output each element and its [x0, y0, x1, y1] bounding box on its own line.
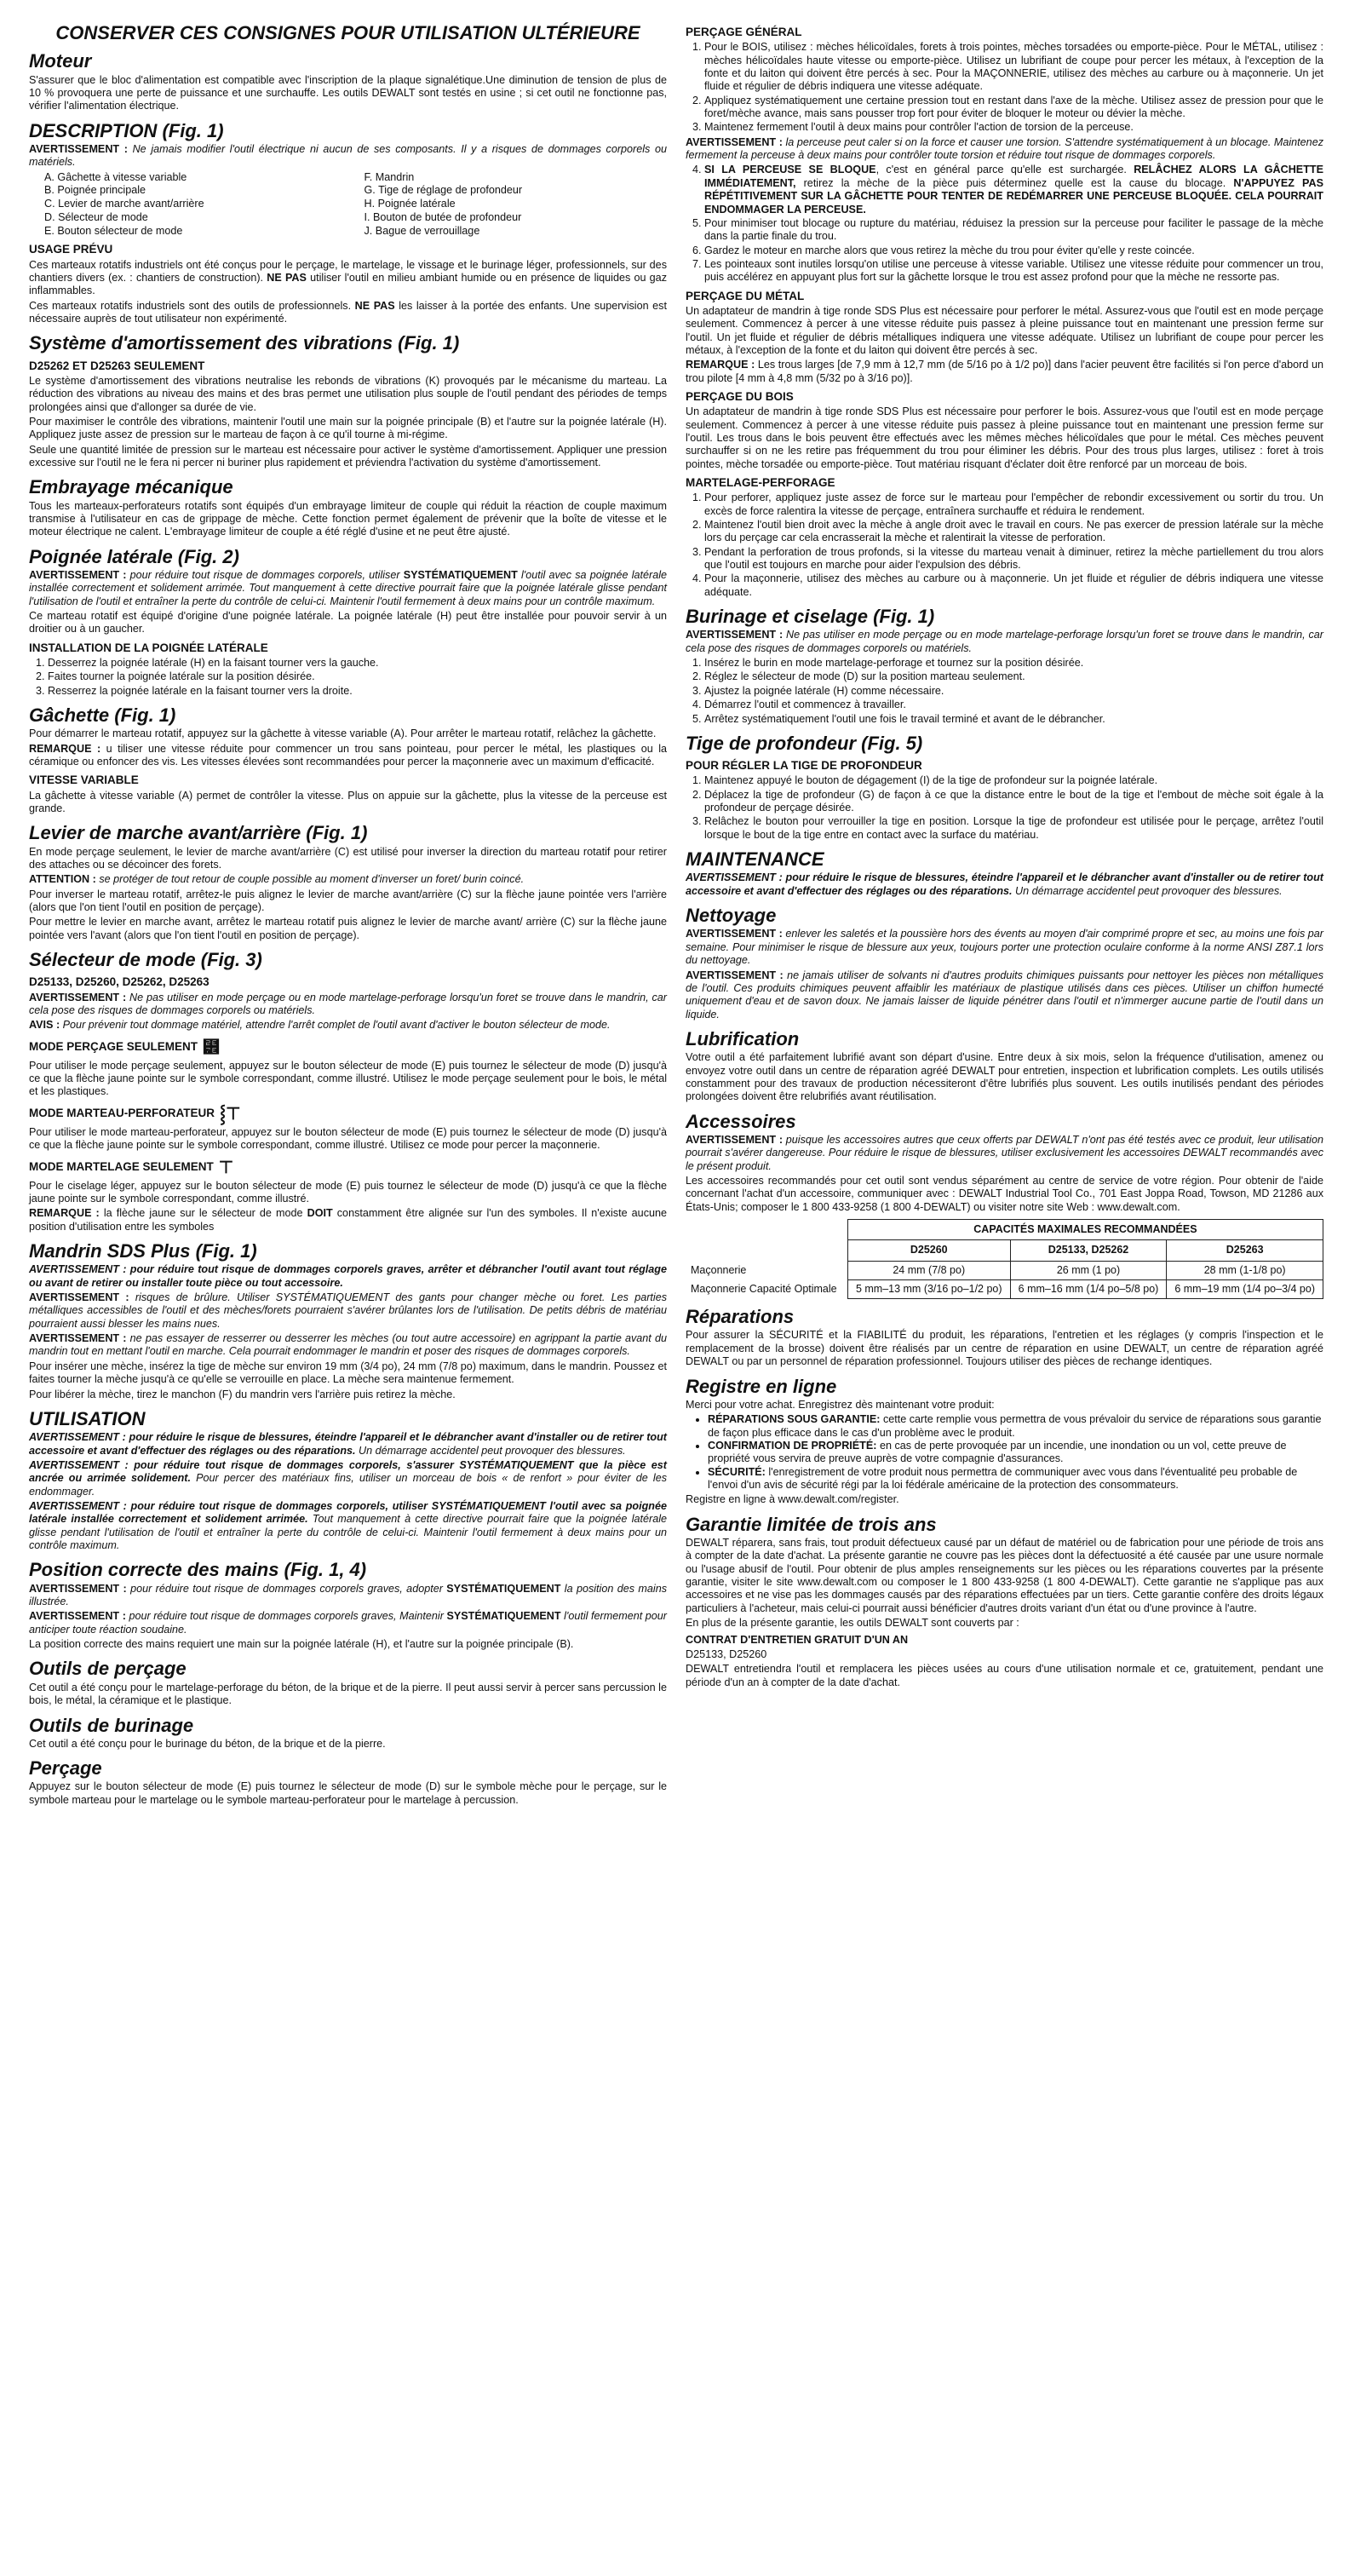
step-item: 3. Maintenez fermement l'outil à deux mains pour contrôler l'action de torsion de la perceuse. [704, 121, 1323, 134]
parts-list [29, 171, 667, 239]
moteur-heading: Moteur [29, 50, 92, 72]
hammer-drill-heading: MODE MARTEAU-PERFORATEUR ⸾⊤ [29, 1104, 241, 1124]
depth-rod-steps [686, 774, 1323, 842]
step-item: 3. Ajustez la poignée latérale (H) comme nécessaire. [704, 685, 1323, 698]
clutch-text: Tous les marteaux-perforateurs rotatifs sont équipés d'un embrayage limiteur de couple qui réduit la réaction de couple maximum transmise à l'utilisateur en cas de grippage de mèche. Cette fonction permet également de prévenir que la boîte de vitesse et le moteur électrique ne calent. L'embrayage limiteur de couple a été réglé d'usine et ne peut être ajusté. [29, 499, 667, 538]
description-heading: DESCRIPTION (Fig. 1) [29, 119, 224, 141]
depth-rod-subheading: POUR RÉGLER LA TIGE DE PROFONDEUR [686, 759, 922, 773]
sds-chuck-heading: Mandrin SDS Plus (Fig. 1) [29, 1239, 257, 1262]
lubrication-heading: Lubrification [686, 1027, 800, 1049]
page-title: CONSERVER CES CONSIGNES POUR UTILISATION ULTÉRIEURE [55, 22, 640, 43]
hammer-drill-icon: ⸾⊤ [220, 1104, 241, 1124]
hand-position-heading: Position correcte des mains (Fig. 1, 4) [29, 1559, 367, 1581]
metal-drilling-text: Un adaptateur de mandrin à tige ronde SDS Plus est nécessaire pour perforer le métal. Assurez-vous que l'outil est en mode perçage seulement. Commencez à percer à une vitesse réduite puis passez à pleine puissance tout en maintenant une pression ferme sur l'outil. Un jet fluide et régulier de débris métalliques indiquera une vitesse adéquate. Utilisez un lubrifiant de coupe pour percer les métaux, à l'exception de la fonte et du laiton qui doivent être percés à sec. [686, 304, 1323, 356]
drill-bit-icon: ⹾ [203, 1038, 221, 1057]
step-item: 1. Pour perforer, appliquez juste assez de force sur le marteau pour l'empêcher de rebondir excessivement ou sortir du trou. Un excès de force ralentira la vitesse de perçage, entraînera surchauffe et réduira le rendement. [704, 492, 1323, 518]
service-contract-text: DEWALT entretiendra l'outil et remplacera les pièces usées au cours d'une utilisation normale et ce, gratuitement, pendant une période d'un an à compter de la date d'achat. [686, 1663, 1323, 1688]
sds-text-1: Pour insérer une mèche, insérez la tige de mèche sur environ 19 mm (3/4 po), 24 mm (7/8 po) maximum, dans le mandrin. Poussez et faites tourner la mèche jusqu'à ce qu'elle se verrouille en place. La mèche sera maintenue fermement. [29, 1360, 667, 1386]
step-item: 3. Relâchez le bouton pour verrouiller la tige en position. Lorsque la tige de profondeur est utilisée pour le perçage, arrêtez l'outil lorsque le bout de la tige entre en contact avec la surface du matériau. [704, 815, 1323, 842]
reverse-lever-caution: ATTENTION : se protéger de tout retour de couple possible au moment d'inverser un foret/ burin coincé. [29, 873, 525, 886]
step-item: 1. Insérez le burin en mode martelage-perforage et tournez sur la position désirée. [704, 657, 1323, 670]
hammer-only-text: Pour le ciselage léger, appuyez sur le bouton sélecteur de mode (E) puis tournez le sélecteur de mode (D) jusqu'à ce que la flèche jaune pointe sur le symbole correspondant, comme illustré. [29, 1179, 667, 1205]
hammer-drilling-heading: MARTELAGE-PERFORAGE [686, 475, 835, 489]
chiseling-tools-heading: Outils de burinage [29, 1714, 194, 1736]
drilling-text: Appuyez sur le bouton sélecteur de mode (E) puis tournez le sélecteur de mode (D) sur le symbole mèche pour le perçage, sur le symbole marteau pour le martelage ou le symbole marteau-perforateur pour le martelage à percussion. [29, 1780, 667, 1806]
online-registration-text: Merci pour votre achat. Enregistrez dès maintenant votre produit: [686, 1398, 995, 1411]
accessories-heading: Accessoires [686, 1110, 796, 1132]
table-cell: 5 mm–13 mm (3/16 po–1/2 po) [847, 1279, 1010, 1298]
table-header-row [686, 1240, 1323, 1261]
step-item: 2. Réglez le sélecteur de mode (D) sur la position marteau seulement. [704, 670, 1323, 683]
reverse-lever-text-1: En mode perçage seulement, le levier de marche avant/arrière (C) est utilisé pour inverser la direction du marteau rotatif pour retirer des attaches ou se décoincer des forets. [29, 845, 667, 871]
reverse-lever-heading: Levier de marche avant/arrière (Fig. 1) [29, 822, 368, 844]
vibration-text-3: Seule une quantité limitée de pression sur le marteau est nécessaire pour activer le système d'amortissement. Appliquer une pression excessive sur l'outil ne le fera ni percer ni buriner plus rapidement et préviendra l'activation du système d'amortissement. [29, 443, 667, 469]
step-item: 2. Déplacez la tige de profondeur (G) de façon à ce que la distance entre le bout de la tige et l'embout de mèche soit égale à la profondeur de perçage désirée. [704, 789, 1323, 815]
side-handle-install-heading: INSTALLATION DE LA POIGNÉE LATÉRALE [29, 641, 268, 654]
sds-warning-2: AVERTISSEMENT : risques de brûlure. Utiliser SYSTÉMATIQUEMENT des gants pour changer mèche ou foret. Les parties métalliques accessibles de l'outil et des mèches/forets pourraient s'avérer brûlantes lors de l'utilisation. De petits débris de matériau pourraient aussi blesser les mains nues. [29, 1291, 667, 1330]
part-item: H. Poignée latérale [364, 198, 456, 210]
variable-speed-heading: VITESSE VARIABLE [29, 773, 139, 787]
part-item: C. Levier de marche avant/arrière [44, 198, 204, 210]
trigger-text: Pour démarrer le marteau rotatif, appuyez sur la gâchette à vitesse variable (A). Pour arrêter le marteau rotatif, relâchez la gâchette. [29, 727, 657, 740]
vibration-text-1: Le système d'amortissement des vibrations neutralise les rebonds de vibrations (K) provoqués par le mécanisme du marteau. La réduction des vibrations au niveau des mains et des bras permet une utilisation plus souple de l'outil pendant des périodes de temps prolongées ainsi que d'allonger sa durée de vie. [29, 374, 667, 413]
chiseling-heading: Burinage et ciselage (Fig. 1) [686, 606, 935, 628]
side-handle-steps [29, 657, 667, 698]
drill-only-heading: MODE PERÇAGE SEULEMENT ⹾ [29, 1038, 221, 1057]
mode-selector-models: D25133, D25260, D25262, D25263 [29, 975, 210, 989]
usage-text-2: Ces marteaux rotatifs industriels sont des outils de professionnels. NE PAS les laisser à la portée des enfants. Une supervision est nécessaire auprès de tout utilisateur non expérimenté. [29, 299, 667, 325]
step-item: 2. Appliquez systématiquement une certaine pression tout en restant dans l'axe de la mèche. Utilisez assez de pression pour que le foret/mèche avance, mais sans pousser trop fort pour éviter de bloquer le moteur ou dévier la mèche. [704, 95, 1323, 121]
hammer-only-note: REMARQUE : la flèche jaune sur le sélecteur de mode DOIT constamment être alignée sur l'un des symboles. Il n'existe aucune position d'utilisation entre les symboles [29, 1207, 667, 1233]
table-cell: 6 mm–16 mm (1/4 po–5/8 po) [1010, 1279, 1167, 1298]
table-cell: 28 mm (1-1/8 po) [1167, 1261, 1323, 1279]
cleaning-warning-2: AVERTISSEMENT : ne jamais utiliser de solvants ni d'autres produits chimiques puissants pour nettoyer les pièces non métalliques de l'outil. Ces produits chimiques peuvent affaiblir les matériaux de plastique utilisés dans ces pièces. Utiliser un chiffon humecté uniquement d'eau et de savon doux. Ne jamais laisser de liquide pénétrer dans l'outil et n'immerger aucune partie de l'outil dans un liquide. [686, 969, 1323, 1021]
operation-heading: UTILISATION [29, 1407, 146, 1429]
hammer-drilling-steps [686, 492, 1323, 599]
hand-position-warning-1: AVERTISSEMENT : pour réduire tout risque de dommages corporels graves, adopter SYSTÉMATIQUEMENT la position des mains illustrée. [29, 1582, 667, 1608]
drilling-tools-heading: Outils de perçage [29, 1658, 187, 1680]
online-registration-url: Registre en ligne à www.dewalt.com/register. [686, 1493, 899, 1506]
warranty-text: DEWALT réparera, sans frais, tout produit défectueux causé par un défaut de matériel ou de fabrication pour une période de trois ans à compter de la date d'achat. La présente garantie ne couvre pas les pièces dont la défectuosité a été causée par une usure normale ou l'usage abusif de l'outil. Pour obtenir de plus amples renseignements sur les pièces ou les réparations couvertes par la présente garantie, visiter le site www.dewalt.com ou composer le 1 800 433-9258 (1 800 4-DEWALT). Cette garantie ne s'applique pas aux accessoires et ne vise pas les dommages causés par des réparations effectuées par un tiers. Cette garantie confère des droits légaux particuliers à l'acheteur, mais celui-ci pourrait aussi bénéficier d'autres droits variant d'un état ou d'une province à l'autre. [686, 1537, 1323, 1614]
capacity-table-title: CAPACITÉS MAXIMALES RECOMMANDÉES [847, 1220, 1323, 1240]
trigger-note: REMARQUE : u tiliser une vitesse réduite pour commencer un trou sans pointeau, pour percer le métal, les plastiques ou la céramique ou enfoncer des vis. Les vitesses élevées sont recommandées pour percer la maçonnerie avec un maximum d'efficacité. [29, 742, 667, 768]
repairs-text: Pour assurer la SÉCURITÉ et la FIABILITÉ du produit, les réparations, l'entretien et les réglages (y compris l'inspection et le remplacement de la brosse) doivent être réalisés par un centre de réparation en usine DEWALT, un centre de réparation agréé DEWALT ou par un personnel de réparation professionnel. Toujours utiliser des pièces de rechange identiques. [686, 1329, 1323, 1368]
table-cell: 26 mm (1 po) [1010, 1261, 1167, 1279]
operation-warning-2: AVERTISSEMENT : pour réduire tout risque de dommages corporels, s'assurer SYSTÉMATIQUEMENT que la pièce est ancrée ou arrimée solidement. Pour percer des matériaux fins, utiliser un morceau de bois « de renfort » pour éviter de les endommager. [29, 1458, 667, 1498]
warranty-heading: Garantie limitée de trois ans [686, 1513, 937, 1535]
mode-selector-heading: Sélecteur de mode (Fig. 3) [29, 949, 262, 971]
cleaning-heading: Nettoyage [686, 905, 777, 927]
table-cell: 24 mm (7/8 po) [847, 1261, 1010, 1279]
column-header: D25263 [1167, 1240, 1323, 1261]
variable-speed-text: La gâchette à vitesse variable (A) permet de contrôler la vitesse. Plus on appuie sur la gâchette, plus la vitesse de la perceuse est grande. [29, 789, 667, 814]
parts-col-a [44, 171, 347, 239]
chiseling-steps [686, 657, 1323, 726]
part-item: G. Tige de réglage de profondeur [364, 184, 523, 197]
right-column [686, 20, 1323, 2576]
table-row [686, 1279, 1323, 1298]
table-row [686, 1261, 1323, 1279]
step-item: 3. Resserrez la poignée latérale en la faisant tourner vers la droite. [48, 685, 667, 698]
sds-warning-1: AVERTISSEMENT : pour réduire tout risque de dommages corporels graves, arrêter et débrancher l'outil avant tout réglage ou avant de retirer ou installer toute pièce ou tout accessoire. [29, 1263, 667, 1289]
general-drilling-warning: AVERTISSEMENT : la perceuse peut caler si on la force et causer une torsion. S'attendre systématiquement à un blocage. Maintenez fermement la perceuse à deux mains pour contrôler toute torsion et réduire tout risque de dommages corporels. [686, 135, 1323, 162]
general-drilling-steps-2 [686, 164, 1323, 284]
service-contract-heading: CONTRAT D'ENTRETIEN GRATUIT D'UN AN [686, 1633, 909, 1646]
description-warning: AVERTISSEMENT : Ne jamais modifier l'outil électrique ni aucun de ses composants. Il y a risques de dommages corporels ou matériels. [29, 142, 667, 169]
registration-benefits [686, 1413, 1323, 1492]
moteur-text: S'assurer que le bloc d'alimentation est compatible avec l'inscription de la plaque signalétique.Une diminution de tension de plus de 10 % provoquera une perte de puissance et une surchauffe. Les outils DEWALT sont testés en usine ; si cet outil ne fonctionne pas, vérifier l'alimentation électrique. [29, 73, 667, 112]
step-item: 1. Desserrez la poignée latérale (H) en la faisant tourner vers la gauche. [48, 657, 667, 670]
usage-text-1: Ces marteaux rotatifs industriels ont été conçus pour le perçage, le martelage, le vissage et le burinage léger, professionnels, sur des chantiers divers (ex. : chantiers de construction). NE PAS utiliser l'outil en milieu ambiant humide ou en présence de liquides ou gaz inflammables. [29, 258, 667, 297]
lubrication-text: Votre outil a été parfaitement lubrifié avant son départ d'usine. Entre deux à six mois, selon la fréquence d'utilisation, amenez ou envoyez votre outil dans un centre de réparation agréé DEWALT pour entretien, inspection et lubrification complets. Les outils utilisés constamment pour des travaux de production nécessiteront d'être lubrifiés plus souvent. Les outils inutilisés pendant des périodes prolongées doivent être relubrifiés avant réutilisation. [686, 1051, 1323, 1103]
repairs-heading: Réparations [686, 1306, 795, 1328]
side-handle-text: Ce marteau rotatif est équipé d'origine d'une poignée latérale. La poignée latérale (H) peut être installée pour pouvoir servir à un droitier ou à un gaucher. [29, 610, 667, 635]
list-item: • CONFIRMATION DE PROPRIÉTÉ: en cas de perte provoquée par un incendie, une inondation ou un vol, cette preuve de propriété vous servira de preuve auprès de votre compagnie d'assurances. [708, 1440, 1323, 1466]
reverse-lever-text-3: Pour mettre le levier en marche avant, arrêtez le marteau rotatif puis alignez le levier de marche avant/ arrière (C) sur la flèche jaune pointée vers l'avant (alors que l'on tient l'outil en position de perçage). [29, 916, 667, 941]
depth-rod-heading: Tige de profondeur (Fig. 5) [686, 732, 923, 754]
operation-warning-1: AVERTISSEMENT : pour réduire le risque de blessures, éteindre l'appareil et le débrancher avant d'installer ou de retirer tout accessoire et avant d'effectuer des réglages ou des réparations. Un démarrage accidentel peut provoquer des blessures. [29, 1431, 667, 1457]
sds-text-2: Pour libérer la mèche, tirez le manchon (F) du mandrin vers l'arrière puis retirez la mèche. [29, 1388, 456, 1400]
maintenance-warning: AVERTISSEMENT : pour réduire le risque de blessures, éteindre l'appareil et le débrancher avant d'installer ou de retirer tout accessoire et avant d'effectuer des réglages ou des réparations. Un démarrage accidentel peut provoquer des blessures. [686, 871, 1323, 897]
part-item: D. Sélecteur de mode [44, 210, 148, 223]
vibration-text-2: Pour maximiser le contrôle des vibrations, maintenir l'outil une main sur la poignée principale (B) et l'autre sur la poignée latérale (H). Appliquez juste assez de pression sur le marteau de façon à ce qu'il tourne à mi-régime. [29, 415, 667, 441]
chiseling-tools-text: Cet outil a été conçu pour le burinage du béton, de la brique et de la pierre. [29, 1737, 386, 1750]
part-item: F. Mandrin [364, 170, 415, 183]
accessories-text: Les accessoires recommandés pour cet outil sont vendus séparément au centre de service de votre région. Pour obtenir de l'aide concernant l'achat d'un accessoire, communiquer avec : DEWALT Industrial Tool Co., 701 East Joppa Road, Towson, MD 21286 aux États-Unis; composer le 1 800 433-9258 (1 800 4-DEWALT) ou visiter notre site Web : www.dewalt.com. [686, 1175, 1323, 1213]
hammer-only-heading: MODE MARTELAGE SEULEMENT ⊤ [29, 1158, 234, 1177]
wood-drilling-heading: PERÇAGE DU BOIS [686, 390, 794, 403]
part-item: I. Bouton de butée de profondeur [364, 210, 522, 223]
step-item: 3. Pendant la perforation de trous profonds, si la vitesse du marteau venait à diminuer, retirez la mèche partiellement du trou alors que l'outil est toujours en marche pour aider l'expulsion des débris. [704, 546, 1323, 572]
hand-position-warning-2: AVERTISSEMENT : pour réduire tout risque de dommages corporels graves, Maintenir SYSTÉMATIQUEMENT l'outil fermement pour anticiper toute réaction soudaine. [29, 1610, 667, 1636]
step-item: 4. Pour la maçonnerie, utilisez des mèches au carbure ou à maçonnerie. Un jet fluide et régulier de débris indiquera une vitesse adéquate. [704, 572, 1323, 599]
step-item: 2. Faites tourner la poignée latérale sur la position désirée. [48, 670, 667, 683]
step-item: 2. Maintenez l'outil bien droit avec la mèche à angle droit avec le travail en cours. Ne pas exercer de pression latérale sur la mèche lors du perçage car cela encrasserait la mèche et ralentirait la vitesse de perforation. [704, 519, 1323, 545]
general-drilling-heading: PERÇAGE GÉNÉRAL [686, 26, 802, 38]
operation-warning-3: AVERTISSEMENT : pour réduire tout risque de dommages corporels, utiliser SYSTÉMATIQUEMENT l'outil avec sa poignée latérale installée correctement et solidement arrimée. Tout manquement à cette directive pourrait faire que la poignée latérale glisse pendant l'utilisation de l'outil et entraîner la perte du contrôle de celui-ci. Maintenir l'outil fermement à deux mains pour un contrôle maximum. [29, 1499, 667, 1552]
list-item: • SÉCURITÉ: l'enregistrement de votre produit nous permettra de communiquer avec vous dans l'éventualité peu probable de l'envoi d'un avis de sécurité régi par la loi fédérale américaine de la protection des consommateurs. [708, 1466, 1323, 1492]
metal-drilling-heading: PERÇAGE DU MÉTAL [686, 289, 805, 302]
parts-col-b [365, 171, 668, 239]
step-item: 4. SI LA PERCEUSE SE BLOQUE, c'est en général parce qu'elle est surchargée. RELÂCHEZ ALORS LA GÂCHETTE IMMÉDIATEMENT, retirez la mèche de la pièce puis déterminez quelle est la cause du blocage. N'APPUYEZ PAS RÉPÉTITIVEMENT SUR LA GÂCHETTE POUR TENTER DE REDÉMARRER UNE PERCEUSE BLOQUÉE. CELA POURRAIT ENDOMMAGER LA PERCEUSE. [704, 164, 1323, 216]
accessories-warning: AVERTISSEMENT : puisque les accessoires autres que ceux offerts par DEWALT n'ont pas été testés avec ce produit, leur utilisation pourrait s'avérer dangereuse. Pour réduire le risque de blessures, utiliser exclusivement les accessoires DEWALT recommandés avec le présent produit. [686, 1134, 1323, 1172]
drill-only-text: Pour utiliser le mode perçage seulement, appuyez sur le bouton sélecteur de mode (E) puis tournez le sélecteur de mode (D) jusqu'à ce que la flèche jaune pointe sur le symbole correspondant, comme illustré. Utilisez le mode perçage seulement pour le bois, le métal et les plastiques. [29, 1059, 667, 1098]
service-contract-models: D25133, D25260 [686, 1647, 767, 1660]
chiseling-warning: AVERTISSEMENT : Ne pas utiliser en mode perçage ou en mode martelage-perforage lorsqu'un foret se trouve dans le mandrin, car cela pose des risques de dommages corporels ou matériels. [686, 629, 1323, 654]
general-drilling-steps [686, 41, 1323, 135]
mode-selector-warning: AVERTISSEMENT : Ne pas utiliser en mode perçage ou en mode martelage-perforage lorsqu'un foret se trouve dans le mandrin, car cela pose des risques de dommages corporels ou matériels. [29, 991, 667, 1017]
step-item: 1. Maintenez appuyé le bouton de dégagement (I) de la tige de profondeur sur la poignée latérale. [704, 774, 1323, 787]
side-handle-heading: Poignée latérale (Fig. 2) [29, 545, 239, 567]
part-item: B. Poignée principale [44, 184, 146, 197]
part-item: E. Bouton sélecteur de mode [44, 224, 183, 237]
maintenance-heading: MAINTENANCE [686, 848, 824, 871]
part-item: J. Bague de verrouillage [364, 224, 480, 237]
step-item: 7. Les pointeaux sont inutiles lorsqu'on utilise une perceuse à vitesse variable. Utilisez une vitesse réduite pour commencer un trou, puis accélérez en appuyant plus fort sur la gâchette lorsque le trou est assez profond pour que la mèche ne ressorte pas. [704, 258, 1323, 285]
usage-heading: USAGE PRÉVU [29, 243, 113, 256]
step-item: 5. Arrêtez systématiquement l'outil une fois le travail terminé et avant de le débrancher. [704, 713, 1323, 726]
hammer-icon: ⊤ [218, 1158, 234, 1177]
row-label: Maçonnerie [691, 1263, 747, 1276]
step-item: 5. Pour minimiser tout blocage ou rupture du matériau, réduisez la pression sur la perceuse pour faciliter le passage de la mèche dans la partie finale du trou. [704, 217, 1323, 244]
online-registration-heading: Registre en ligne [686, 1375, 837, 1397]
table-title-row [686, 1220, 1323, 1240]
warning-label: AVERTISSEMENT : [29, 142, 128, 155]
column-header: D25260 [847, 1240, 1010, 1261]
list-item: • RÉPARATIONS SOUS GARANTIE: cette carte remplie vous permettra de vous prévaloir du service de réparations sous garantie de façon plus efficace dans le cas d'un problème avec le produit. [708, 1413, 1323, 1440]
step-item: 6. Gardez le moteur en marche alors que vous retirez la mèche du trou pour éviter qu'elle y reste coincée. [704, 244, 1323, 257]
side-handle-warning: AVERTISSEMENT : pour réduire tout risque de dommages corporels, utiliser SYSTÉMATIQUEMENT l'outil avec sa poignée latérale installée correctement et solidement arrimée. Tout manquement à cette directive pourrait faire que la poignée latérale glisse pendant l'utilisation de l'outil et entraîner la perte du contrôle de celui-ci. Maintenir l'outil fermement à deux mains pour un contrôle maximum. [29, 569, 667, 607]
reverse-lever-text-2: Pour inverser le marteau rotatif, arrêtez-le puis alignez le levier de marche avant/arrière (C) sur la flèche jaune pointée vers l'arrière (alors que l'on tient l'outil en position de perçage). [29, 888, 667, 914]
step-item: 1. Pour le BOIS, utilisez : mèches hélicoïdales, forets à trois pointes, mèches torsadées ou emporte-pièce. Pour le MÉTAL, utilisez : mèches hélicoïdales haute vitesse ou emporte-pièce. Utilisez un lubrifiant de coupe pour percer les métaux, à l'exception de la fonte et du laiton qui doivent être percés à sec. Pour la MAÇONNERIE, utilisez des mèches au carbure ou à maçonnerie. Un jet fluide et régulier de débris indiquera une vitesse adéquate. [704, 41, 1323, 93]
clutch-heading: Embrayage mécanique [29, 476, 233, 498]
hammer-drill-text: Pour utiliser le mode marteau-perforateur, appuyez sur le bouton sélecteur de mode (E) puis tournez le sélecteur de mode (D) jusqu'à ce que la flèche jaune pointe sur le symbole correspondant, comme illustré. Utilisez ce mode pour percer la maçonnerie. [29, 1125, 667, 1152]
sds-warning-3: AVERTISSEMENT : ne pas essayer de resserrer ou desserrer les mèches (ou tout autre accessoire) en agrippant la partie avant du mandrin tout en mettant l'outil en marche. Cela pourrait endommager le mandrin et poser des risques de dommages corporels. [29, 1332, 667, 1358]
wood-drilling-text: Un adaptateur de mandrin à tige ronde SDS Plus est nécessaire pour perforer le bois. Assurez-vous que l'outil est en mode perçage seulement. Commencez à percer à une vitesse réduite puis passez à pleine puissance tout en maintenant une pression ferme sur l'outil. Les trous dans le bois peuvent être effectués avec les mêmes mèches hélicoïdales que pour le métal. Ces mèches peuvent surchauffer si on ne les retire pas fréquemment du trou pour éliminer les débris. Pour des trous plus larges, utilisez : foret à trois pointes, mèche torsadée ou emporte-pièce. Tout matériau risquant d'éclater doit être renforcé par un morceau de bois. [686, 405, 1323, 470]
column-header: D25133, D25262 [1010, 1240, 1167, 1261]
table-cell: 6 mm–19 mm (1/4 po–3/4 po) [1167, 1279, 1323, 1298]
hand-position-text: La position correcte des mains requiert une main sur la poignée latérale (H), et l'autre sur la poignée principale (B). [29, 1638, 574, 1651]
vibration-models: D25262 ET D25263 SEULEMENT [29, 359, 205, 372]
part-item: A. Gâchette à vitesse variable [44, 170, 187, 183]
row-label: Maçonnerie Capacité Optimale [691, 1282, 837, 1295]
mode-selector-notice: AVIS : Pour prévenir tout dommage matériel, attendre l'arrêt complet de l'outil avant d'activer le bouton sélecteur de mode. [29, 1019, 611, 1032]
drilling-tools-text: Cet outil a été conçu pour le martelage-perforage du béton, de la brique et de la pierre. Il peut aussi servir à percer sans percussion le bois, le métal, la céramique et le plastique. [29, 1681, 667, 1707]
cleaning-warning-1: AVERTISSEMENT : enlever les saletés et la poussière hors des évents au moyen d'air comprimé propre et sec, au moins une fois par semaine. Pour minimiser le risque de blessure aux yeux, toujours porter une protection oculaire conforme à la norme ANSI Z87.1 lors du nettoyage. [686, 928, 1324, 967]
step-item: 4. Démarrez l'outil et commencez à travailler. [704, 699, 1323, 711]
left-column [29, 20, 667, 2576]
warranty-text-2: En plus de la présente garantie, les outils DEWALT sont couverts par : [686, 1617, 1019, 1630]
trigger-heading: Gâchette (Fig. 1) [29, 704, 176, 727]
metal-drilling-note: REMARQUE : Les trous larges [de 7,9 mm à 12,7 mm (de 5/16 po à 1/2 po)] dans l'acier peuvent être facilités si l'on perce d'abord un trou pilote [4 mm à 4,8 mm (5/32 po à 3/16 po)]. [686, 359, 1323, 384]
drilling-heading: Perçage [29, 1757, 102, 1780]
capacity-table [686, 1219, 1323, 1299]
vibration-heading: Système d'amortissement des vibrations (Fig. 1) [29, 332, 460, 354]
